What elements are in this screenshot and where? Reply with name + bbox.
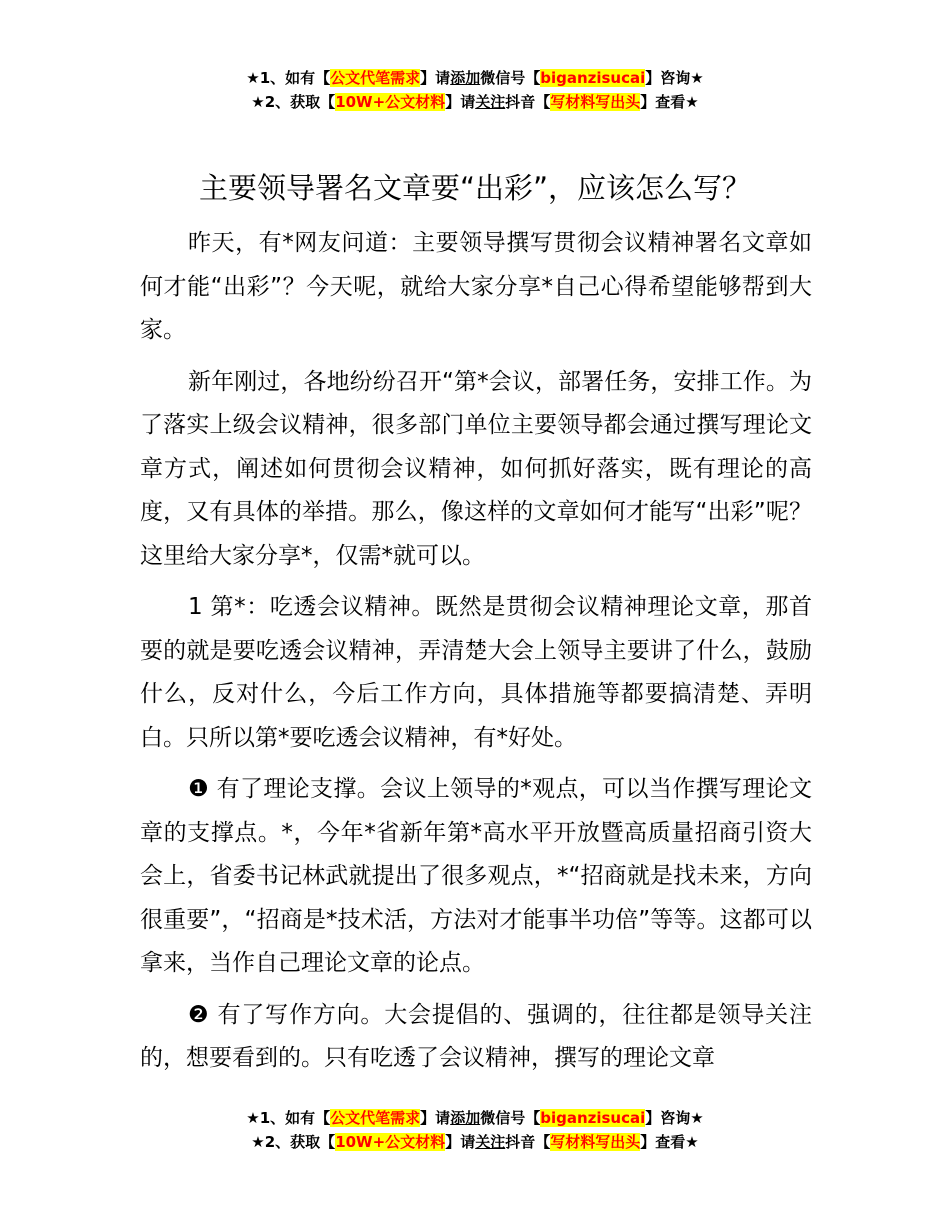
promo-text: 】请 xyxy=(420,69,451,87)
paragraph: ❷ 有了写作方向。大会提倡的、强调的，往往都是领导关注的，想要看到的。只有吃透了会议精神，撰写的理论文章 xyxy=(140,1001,812,1071)
promo-highlight: 写材料写出头 xyxy=(550,93,641,111)
promo-text: 】请 xyxy=(420,1109,451,1127)
promo-line-2 xyxy=(0,90,950,114)
promo-text: ★1、如有【 xyxy=(246,69,331,87)
promo-underline: 添加 xyxy=(450,69,481,87)
promo-footer xyxy=(0,1106,950,1154)
paragraph: 1 第*：吃透会议精神。既然是贯彻会议精神理论文章，那首要的就是要吃透会议精神，弄清楚大会上领导主要讲了什么，鼓励什么，反对什么，今后工作方向，具体措施等都要搞清楚、弄明白。只所以第*要吃透会议精神，有*好处。 xyxy=(140,594,812,751)
promo-underline: 关注 xyxy=(475,93,506,111)
paragraph: ❶ 有了理论支撑。会议上领导的*观点，可以当作撰写理论文章的支撑点。*，今年*省新年第*高水平开放暨高质量招商引资大会上，省委书记林武就提出了很多观点，*“招商就是找未来，方向很重要”，“招商是*技术活，方法对才能事半功倍”等等。这都可以拿来，当作自己理论文章的论点。 xyxy=(140,776,812,976)
paragraph: 新年刚过，各地纷纷召开“第*会议，部署任务，安排工作。为了落实上级会议精神，很多部门单位主要领导都会通过撰写理论文章方式，阐述如何贯彻会议精神，如何抓好落实，既有理论的高度，又有具体的举措。那么，像这样的文章如何才能写“出彩”呢？这里给大家分享*，仅需*就可以。 xyxy=(140,368,812,569)
promo-text: 抖音【 xyxy=(505,1133,551,1151)
promo-line-1 xyxy=(0,1106,950,1130)
promo-header xyxy=(0,66,950,114)
promo-highlight: biganzisucai xyxy=(540,1109,646,1127)
promo-highlight: biganzisucai xyxy=(540,69,646,87)
promo-text: 】请 xyxy=(445,93,476,111)
promo-underline: 添加 xyxy=(450,1109,481,1127)
promo-text: 】查看★ xyxy=(640,1133,699,1151)
promo-text: 微信号【 xyxy=(480,1109,541,1127)
promo-text: 】查看★ xyxy=(640,93,699,111)
promo-line-2 xyxy=(0,1130,950,1154)
promo-text: ★2、获取【 xyxy=(251,93,336,111)
promo-text: ★2、获取【 xyxy=(251,1133,336,1151)
promo-text: 微信号【 xyxy=(480,69,541,87)
promo-text: 】咨询★ xyxy=(645,1109,704,1127)
promo-highlight: 公文代笔需求 xyxy=(330,1109,421,1127)
document-title: 主要领导署名文章要“出彩”，应该怎么写？ xyxy=(198,171,752,205)
promo-text: 抖音【 xyxy=(505,93,551,111)
promo-text: 】咨询★ xyxy=(645,69,704,87)
paragraph: 昨天，有*网友问道：主要领导撰写贯彻会议精神署名文章如何才能“出彩”？今天呢，就给大家分享*自己心得希望能够帮到大家。 xyxy=(140,230,812,343)
promo-highlight: 10W+公文材料 xyxy=(335,1133,446,1151)
promo-highlight: 公文代笔需求 xyxy=(330,69,421,87)
document-body xyxy=(140,222,812,1089)
promo-highlight: 写材料写出头 xyxy=(550,1133,641,1151)
promo-highlight: 10W+公文材料 xyxy=(335,93,446,111)
promo-line-1 xyxy=(0,66,950,90)
promo-text: ★1、如有【 xyxy=(246,1109,331,1127)
promo-text: 】请 xyxy=(445,1133,476,1151)
promo-underline: 关注 xyxy=(475,1133,506,1151)
